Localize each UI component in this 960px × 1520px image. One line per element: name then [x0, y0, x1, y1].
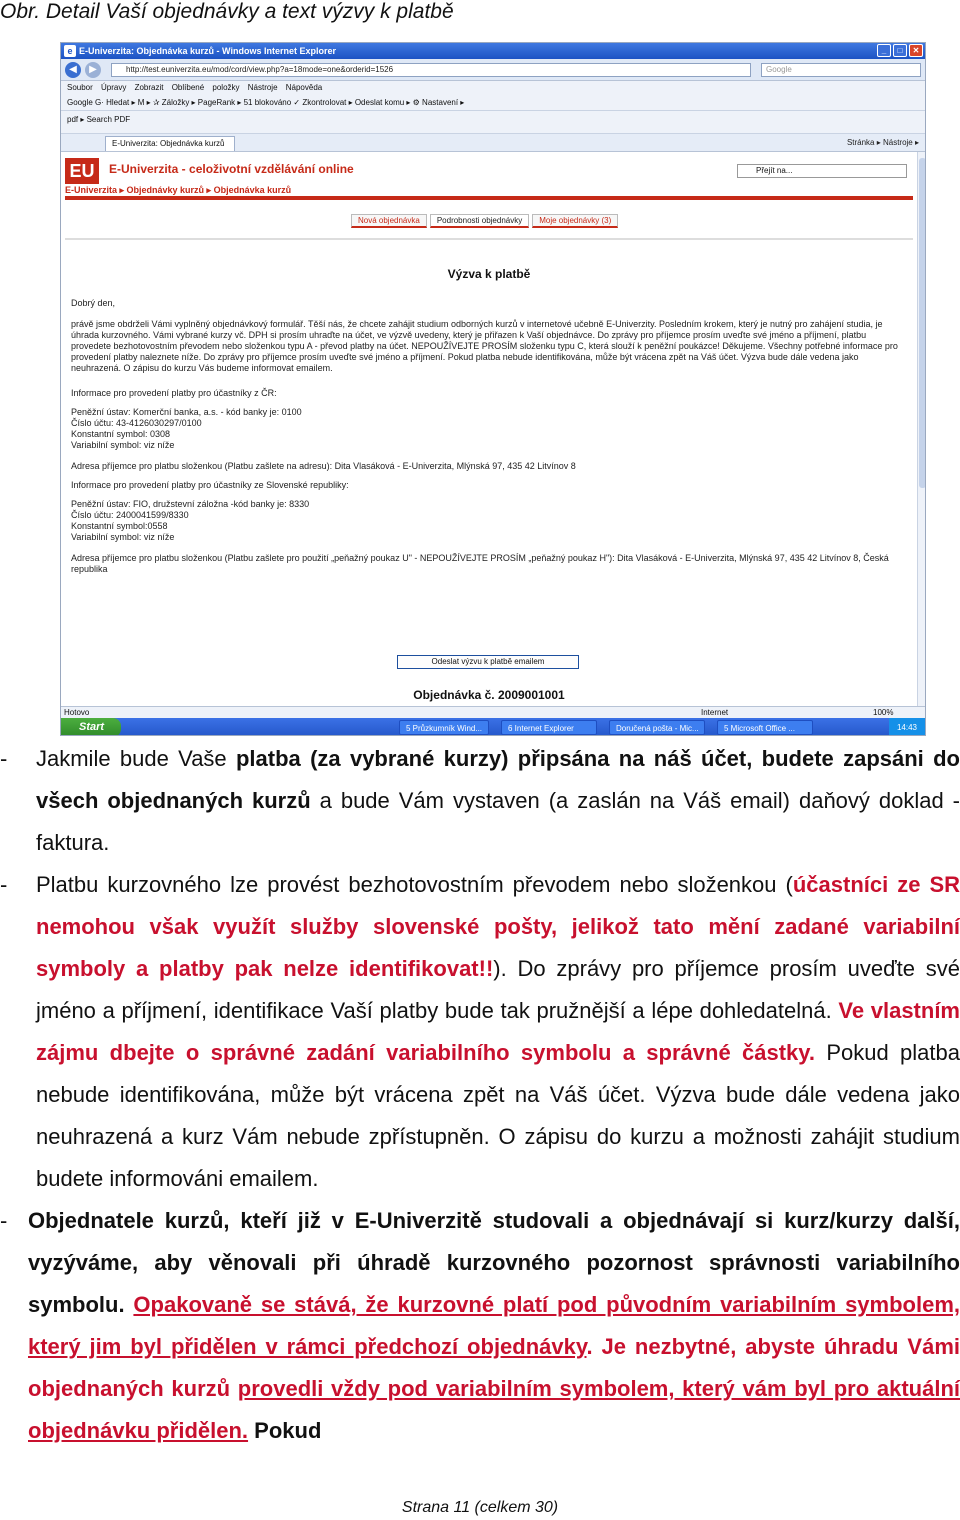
p2-text-c: ). Do zprávy pro příjemce prosím uveďte své jméno a příjmení, identifikace Vaší platby bude tak pružnější a lépe dohledatelná.: [36, 956, 960, 1023]
eu-logo: EU: [65, 158, 99, 184]
minimize-icon[interactable]: _: [877, 44, 891, 57]
cz-address: Adresa příjemce pro platbu složenkou (Platbu zašlete na adresu): Dita Vlasáková - E-Univerzita, Mlýnská 97, 435 42 Litvínov 8: [71, 461, 576, 471]
notice-intro: právě jsme obdrželi Vámi vyplněný objednávkový formulář. Těší nás, že chcete zahájit studium odborných kurzů v internetové učebně E-Univerzity. Posledním krokem, který je nutný pro zahájení studia, je úhrada kurzovného. Vámi vybrané kurzy vč. DPH si prosím uhraďte na účet, ve výzvě uvedeny, který je přiřazen k Vaší objednávce. Do zprávy pro příjemce prosím uveďte své jméno a příjmení, platbu provedete bezhotovostním převodem nebo složenkou typu A - převod platby na účet. NEPOUŽÍVEJTE PROSÍM složenku typu C, která slouží k peněžní poukázce! Děkujeme. Všechny potřebné informace pro provedení platby naleznete níže. Do zprávy pro příjemce prosím uveďte své jméno a příjmení. Pokud platba nebude identifikována, může být vrácena zpět na Váš účet. Výzva bude dále vedena jako neuhrazená. O zápisu do kurzu Vás budeme informovat emailem.: [71, 319, 898, 373]
taskbar-item-ie[interactable]: 6 Internet Explorer: [501, 720, 597, 735]
p1-text-a: Jakmile bude Vaše: [36, 746, 236, 771]
p2-emphasis: Ve vlastním zájmu dbejte o správné zadání variabilního symbolu a správné částky.: [36, 998, 960, 1065]
maximize-icon[interactable]: □: [893, 44, 907, 57]
vertical-scrollbar[interactable]: [917, 152, 926, 706]
tab-my-orders[interactable]: Moje objednávky (3): [532, 214, 618, 228]
status-bar: [61, 706, 925, 718]
p3-text-e: Pokud: [248, 1418, 322, 1443]
paragraph-2: [36, 864, 960, 1200]
p2-text-e: Pokud platba nebude identifikována, může být vrácena zpět na Váš účet. Výzva bude dále vedena jako neuhrazená a kurz Vám nebude zpřístupněn. O zápisu do kurzu a možnosti zahájit studium budete informováni emailem.: [36, 1040, 960, 1191]
sk-details: [71, 499, 907, 543]
command-bar[interactable]: Stránka ▸ Nástroje ▸: [846, 138, 919, 147]
back-icon[interactable]: ◀: [65, 62, 81, 78]
site-header: [65, 156, 913, 200]
window-title: E-Univerzita: Objednávka kurzů - Windows Internet Explorer: [79, 46, 336, 56]
send-email-button[interactable]: Odeslat výzvu k platbě emailem: [397, 655, 579, 669]
sk-heading: Informace pro provedení platby pro účastníky ze Slovenské republiky:: [71, 480, 349, 490]
tab-new-order[interactable]: Nová objednávka: [351, 214, 427, 228]
p2-warning: účastníci ze SR nemohou však využít služby slovenské pošty, jelikož tato mění zadané variabilní symboly a platby pak nelze identifikovat!!: [36, 872, 960, 981]
forward-icon[interactable]: ▶: [85, 62, 101, 78]
google-toolbar[interactable]: Google G· Hledat ▸ M ▸ ✰ Záložky ▸ PageRank ▸ 51 blokováno ✓ Zkontrolovat ▸ Odeslat komu ▸ ⚙ Nastavení ▸: [61, 94, 925, 111]
order-tabs: [351, 214, 618, 228]
bullet-dash: -: [0, 1208, 8, 1233]
figure-caption: Obr. Detail Vaší objednávky a text výzvy k platbě: [0, 0, 454, 23]
bullet-dash: -: [0, 746, 8, 771]
window-titlebar: [61, 43, 925, 59]
p3-text-a: Objednatele kurzů, kteří již v E-Univerzitě studovali a objednávají si kurz/kurzy další, vyzýváme, aby věnovali při úhradě kurzovného pozornost správnosti variabilního symbolu.: [28, 1208, 960, 1317]
tab-bar: [61, 134, 925, 152]
bullet-3: [0, 1200, 960, 1452]
p3-text-c: . Je nezbytné, abyste úhradu Vámi objednaných kurzů: [28, 1334, 960, 1401]
p1-bold: platba (za vybrané kurzy) připsána na náš účet, budete zapsáni do všech objednaných kurzů: [36, 746, 960, 813]
goto-select[interactable]: Přejít na...: [737, 164, 907, 178]
greeting: Dobrý den,: [71, 298, 116, 308]
taskbar-item-mail[interactable]: Doručená pošta - Mic...: [609, 720, 705, 735]
status-text: Hotovo: [64, 708, 90, 717]
web-page: [61, 152, 917, 706]
tab-current[interactable]: E-Univerzita: Objednávka kurzů: [105, 136, 235, 151]
tab-order-details[interactable]: Podrobnosti objednávky: [430, 214, 529, 228]
close-icon[interactable]: ✕: [909, 44, 923, 57]
bullet-2: [0, 864, 960, 1200]
pdf-toolbar[interactable]: pdf ▸ Search PDF: [61, 111, 925, 134]
site-title: E-Univerzita - celoživotní vzdělávání online: [109, 162, 354, 176]
breadcrumb[interactable]: E-Univerzita ▸ Objednávky kurzů ▸ Objednávka kurzů: [65, 185, 292, 195]
ie-icon: e: [64, 45, 76, 57]
paragraph-3: [28, 1200, 960, 1452]
url-field[interactable]: http://test.euniverzita.eu/mod/cord/view.php?a=18mode=one&orderid=1526: [111, 63, 751, 77]
notice-body: [71, 298, 907, 579]
sk-bank: Peněžní ústav: FIO, družstevní záložna -kód banky je: 8330: [71, 499, 310, 509]
bullet-1: [0, 738, 960, 864]
sk-address: Adresa příjemce pro platbu složenkou (Platbu zašlete pro použití „peňažný poukaz U" - NEPOUŽÍVEJTE PROSÍM „peňažný poukaz H"): Dita Vlasáková - E-Univerzita, Mlýnská 97, 435 42 Litvínov 8, Česká republika: [71, 553, 889, 574]
p3-warning: Opakovaně se stává, že kurzovné platí pod původním variabilním symbolem, který jim byl přidělen v rámci předchozí objednávky: [28, 1292, 960, 1359]
cz-variable-symbol: Variabilní symbol: viz níže: [71, 440, 175, 450]
cz-details: [71, 407, 907, 451]
p1-text-c: a bude Vám vystaven (a zaslán na Váš email) daňový doklad - faktura.: [36, 788, 960, 855]
cz-account: Číslo účtu: 43-4126030297/0100: [71, 418, 202, 428]
taskbar-item-office[interactable]: 5 Microsoft Office ...: [717, 720, 813, 735]
order-number: Objednávka č. 2009001001: [413, 688, 565, 702]
cz-bank: Peněžní ústav: Komerční banka, a.s. - kód banky je: 0100: [71, 407, 302, 417]
menu-bar[interactable]: Soubor Úpravy Zobrazit Oblíbené položky Nástroje Nápověda: [61, 81, 925, 94]
p2-text-a: Platbu kurzovného lze provést bezhotovostním převodem nebo složenkou (: [36, 872, 793, 897]
notice-heading: Výzva k platbě: [447, 267, 531, 281]
paragraph-1: [36, 738, 960, 864]
cz-heading: Informace pro provedení platby pro účastníky z ČR:: [71, 388, 277, 398]
sk-variable-symbol: Variabilní symbol: viz níže: [71, 532, 175, 542]
p3-instruction: provedli vždy pod variabilním symbolem, který vám byl pro aktuální objednávku přidělen.: [28, 1376, 960, 1443]
bullet-dash: -: [0, 872, 8, 897]
document-text: [0, 738, 960, 1452]
search-field[interactable]: Google: [761, 63, 921, 77]
scroll-thumb[interactable]: [919, 158, 926, 488]
clock: 14:43: [889, 718, 925, 736]
divider: [65, 238, 913, 240]
zoom-level[interactable]: 100%: [873, 708, 894, 717]
browser-screenshot: [60, 42, 926, 736]
taskbar: [61, 718, 925, 736]
sk-account: Číslo účtu: 2400041599/8330: [71, 510, 189, 520]
address-bar: [61, 59, 925, 81]
cz-constant-symbol: Konstantní symbol: 0308: [71, 429, 171, 439]
sk-constant-symbol: Konstantní symbol:0558: [71, 521, 168, 531]
taskbar-item-explorer[interactable]: 5 Průzkumník Wind...: [399, 720, 489, 735]
zone-label: Internet: [701, 708, 729, 717]
page-footer: Strana 11 (celkem 30): [401, 1499, 559, 1516]
start-button[interactable]: Start: [61, 718, 121, 736]
